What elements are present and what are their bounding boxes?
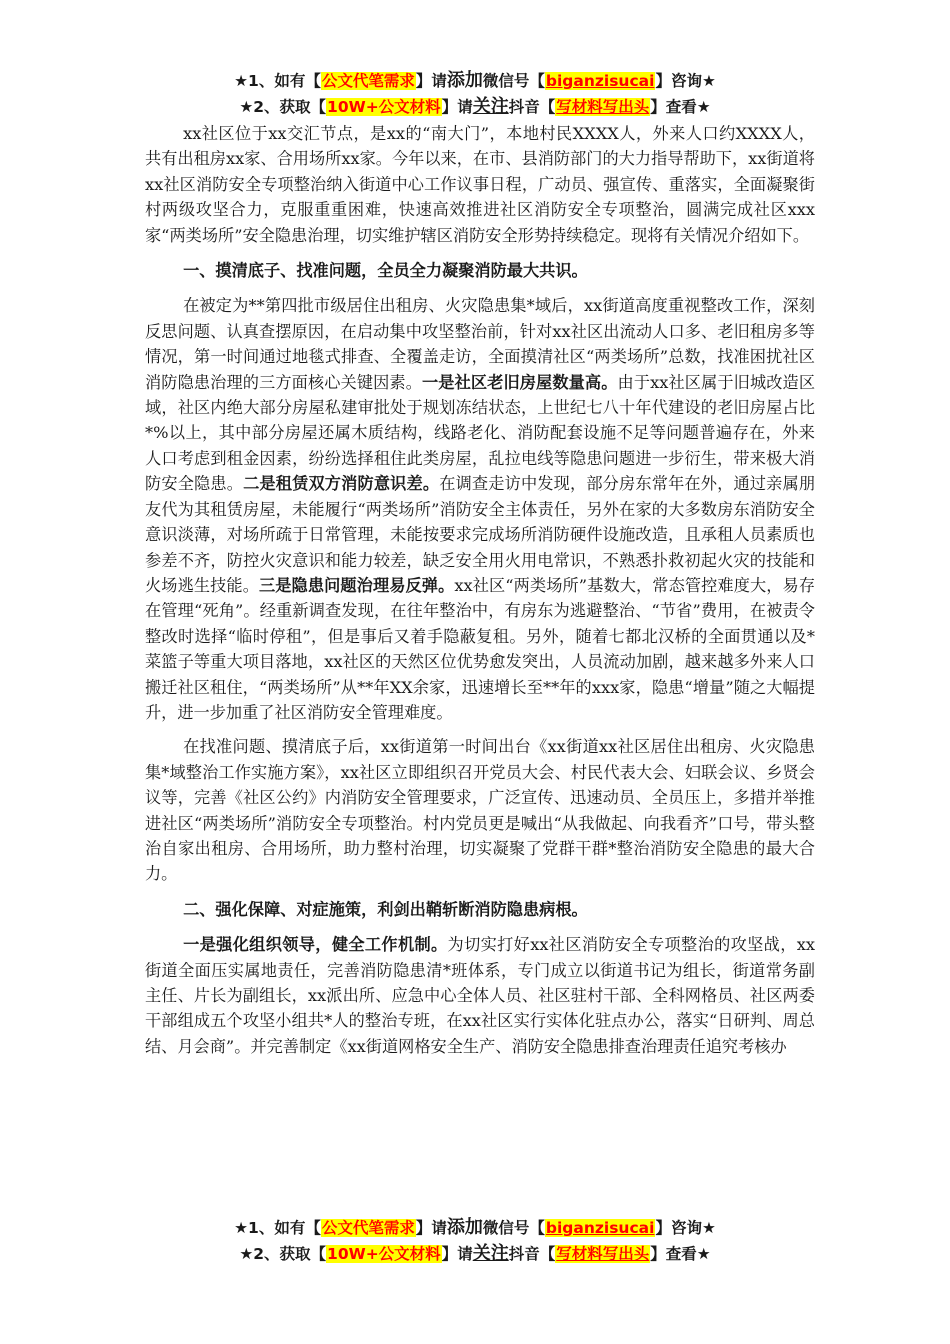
bold-point-3: 三是隐患问题治理易反弹。 <box>258 575 455 595</box>
banner-text: 抖音【 <box>508 1245 556 1263</box>
highlight-service: 公文代笔需求 <box>321 72 415 90</box>
banner-text: 】请 <box>441 98 473 116</box>
paragraph-text: 在被定为**第四批市级居住出租房、火灾隐患集*域后，xx街道高度重视整改工作，深刻反思问题、认真查摆原因，在启动集中攻坚整治前，针对xx社区出流动人口多、老旧租房多等情况，第一时间通过地毯式排查、全覆盖走访，全面摸清社区“两类场所”总数，找准困扰社区消防隐患治理的三方面核心关键因素。 <box>145 296 815 392</box>
banner-line-2 <box>0 94 950 120</box>
bold-point-2: 二是租赁双方消防意识差。 <box>243 474 440 494</box>
section-heading-2: 二、强化保障、对症施策，利剑出鞘斩断消防隐患病根。 <box>183 899 588 919</box>
banner-text: ★1、如有【 <box>234 72 321 90</box>
section-heading-1: 一、摸清底子、找准问题，全员全力凝聚消防最大共识。 <box>183 261 588 281</box>
banner-text: 】查看★ <box>650 98 711 116</box>
highlight-materials: 10W+公文材料 <box>327 1245 441 1263</box>
emphasis-text: 关注 <box>472 1243 509 1264</box>
banner-text: 微信号【 <box>482 1219 545 1237</box>
banner-text: 】咨询★ <box>655 72 716 90</box>
paragraph-issues <box>145 293 815 725</box>
banner-line-1 <box>0 68 950 94</box>
douyin-account-link[interactable]: 写材料写出头 <box>556 98 650 116</box>
paragraph-text: 由于xx社区属于旧城改造区域，社区内绝大部分房屋私建审批处于规划冻结状态，上世纪七八十年代建设的老旧房屋占比*%以上，其中部分房屋还属木质结构，线路老化、消防配套设施不足等问题普遍存在，外来人口考虑到租金因素，纷纷选择租住此类房屋，乱拉电线等隐患问题进一步衍生，带来极大消防安全隐患。 <box>145 372 816 494</box>
banner-text: ★1、如有【 <box>234 1219 321 1237</box>
banner-text: 】请 <box>415 72 447 90</box>
footer-banner <box>0 1215 950 1267</box>
highlight-materials: 10W+公文材料 <box>327 98 441 116</box>
document-body <box>145 121 815 1059</box>
intro-paragraph: xx社区位于xx交汇节点，是xx的“南大门”，本地村民XXXX人，外来人口约XXXX人，共有出租房xx家、合用场所xx家。今年以来，在市、县消防部门的大力指导帮助下，xx街道将xx社区消防安全专项整治纳入街道中心工作议事日程，广动员、强宣传、重落实，全面凝聚街村两级攻坚合力，克服重重困难，快速高效推进社区消防安全专项整治，圆满完成社区xxx家“两类场所”安全隐患治理，切实维护辖区消防安全形势持续稳定。现将有关情况介绍如下。 <box>145 124 815 245</box>
bold-point-1: 一是社区老旧房屋数量高。 <box>422 372 618 392</box>
highlight-service: 公文代笔需求 <box>321 1219 415 1237</box>
banner-text: ★2、获取【 <box>239 98 327 116</box>
bold-point-org: 一是强化组织领导，健全工作机制。 <box>183 935 448 955</box>
header-banner <box>0 68 950 120</box>
douyin-account-link[interactable]: 写材料写出头 <box>556 1245 650 1263</box>
banner-text: 微信号【 <box>482 72 545 90</box>
emphasis-text: 关注 <box>472 96 509 117</box>
banner-text: 】查看★ <box>650 1245 711 1263</box>
banner-text: 】咨询★ <box>655 1219 716 1237</box>
banner-text: 】请 <box>415 1219 447 1237</box>
paragraph-organization <box>145 932 815 1059</box>
paragraph-text: 在调查走访中发现，部分房东常年在外，通过亲属朋友代为其租赁房屋，未能履行“两类场所”消防安全主体责任，另外在家的大多数房东消防安全意识淡薄，对场所疏于日常管理，未能按要求完成场所消防硬件设施改造，且承租人员素质也参差不齐，防控火灾意识和能力较差，缺乏安全用火用电常识，不熟悉扑救初起火灾的技能和火场逃生技能。 <box>145 474 816 595</box>
wechat-id-link[interactable]: biganzisucai <box>545 72 655 90</box>
banner-text: 】请 <box>441 1245 473 1263</box>
wechat-id-link[interactable]: biganzisucai <box>545 1219 655 1237</box>
paragraph-text: xx社区“两类场所”基数大，常态管控难度大，易存在管理“死角”。经重新调查发现，在往年整治中，有房东为逃避整治、“节省”费用，在被责令整改时选择“临时停租”，但是事后又着手隐蔽复租。另外，随着七都北汉桥的全面贯通以及*菜篮子等重大项目落地，xx社区的天然区位优势愈发突出，人员流动加剧，越来越多外来人口搬迁社区租住，“两类场所”从**年XX余家，迅速增长至**年的xxx家，隐患“增量”随之大幅提升，进一步加重了社区消防安全管理难度。 <box>145 575 816 722</box>
emphasis-text: 添加 <box>446 70 483 91</box>
banner-text: ★2、获取【 <box>239 1245 327 1263</box>
emphasis-text: 添加 <box>446 1217 483 1238</box>
banner-line-2 <box>0 1241 950 1267</box>
paragraph-text: 为切实打好xx社区消防安全专项整治的攻坚战，xx街道全面压实属地责任，完善消防隐患清*班体系，专门成立以街道书记为组长，街道常务副主任、片长为副组长，xx派出所、应急中心全体人员、社区驻村干部、全科网格员、社区两委干部组成五个攻坚小组共*人的整治专班，在xx社区实行实体化驻点办公，落实“日研判、周总结、月会商”。并完善制定《xx街道网格安全生产、消防安全隐患排查治理责任追究考核办 <box>145 935 816 1056</box>
banner-line-1 <box>0 1215 950 1241</box>
paragraph-actions: 在找准问题、摸清底子后，xx街道第一时间出台《xx街道xx社区居住出租房、火灾隐患集*域整治工作实施方案》，xx社区立即组织召开党员大会、村民代表大会、妇联会议、乡贤会议等，完善《社区公约》内消防安全管理要求，广泛宣传、迅速动员、全员压上，多措并举推进社区“两类场所”消防安全专项整治。村内党员更是喊出“从我做起、向我看齐”口号，带头整治自家出租房、合用场所，助力整村治理，切实凝聚了党群干群*整治消防安全隐患的最大合力。 <box>145 737 815 884</box>
banner-text: 抖音【 <box>508 98 556 116</box>
